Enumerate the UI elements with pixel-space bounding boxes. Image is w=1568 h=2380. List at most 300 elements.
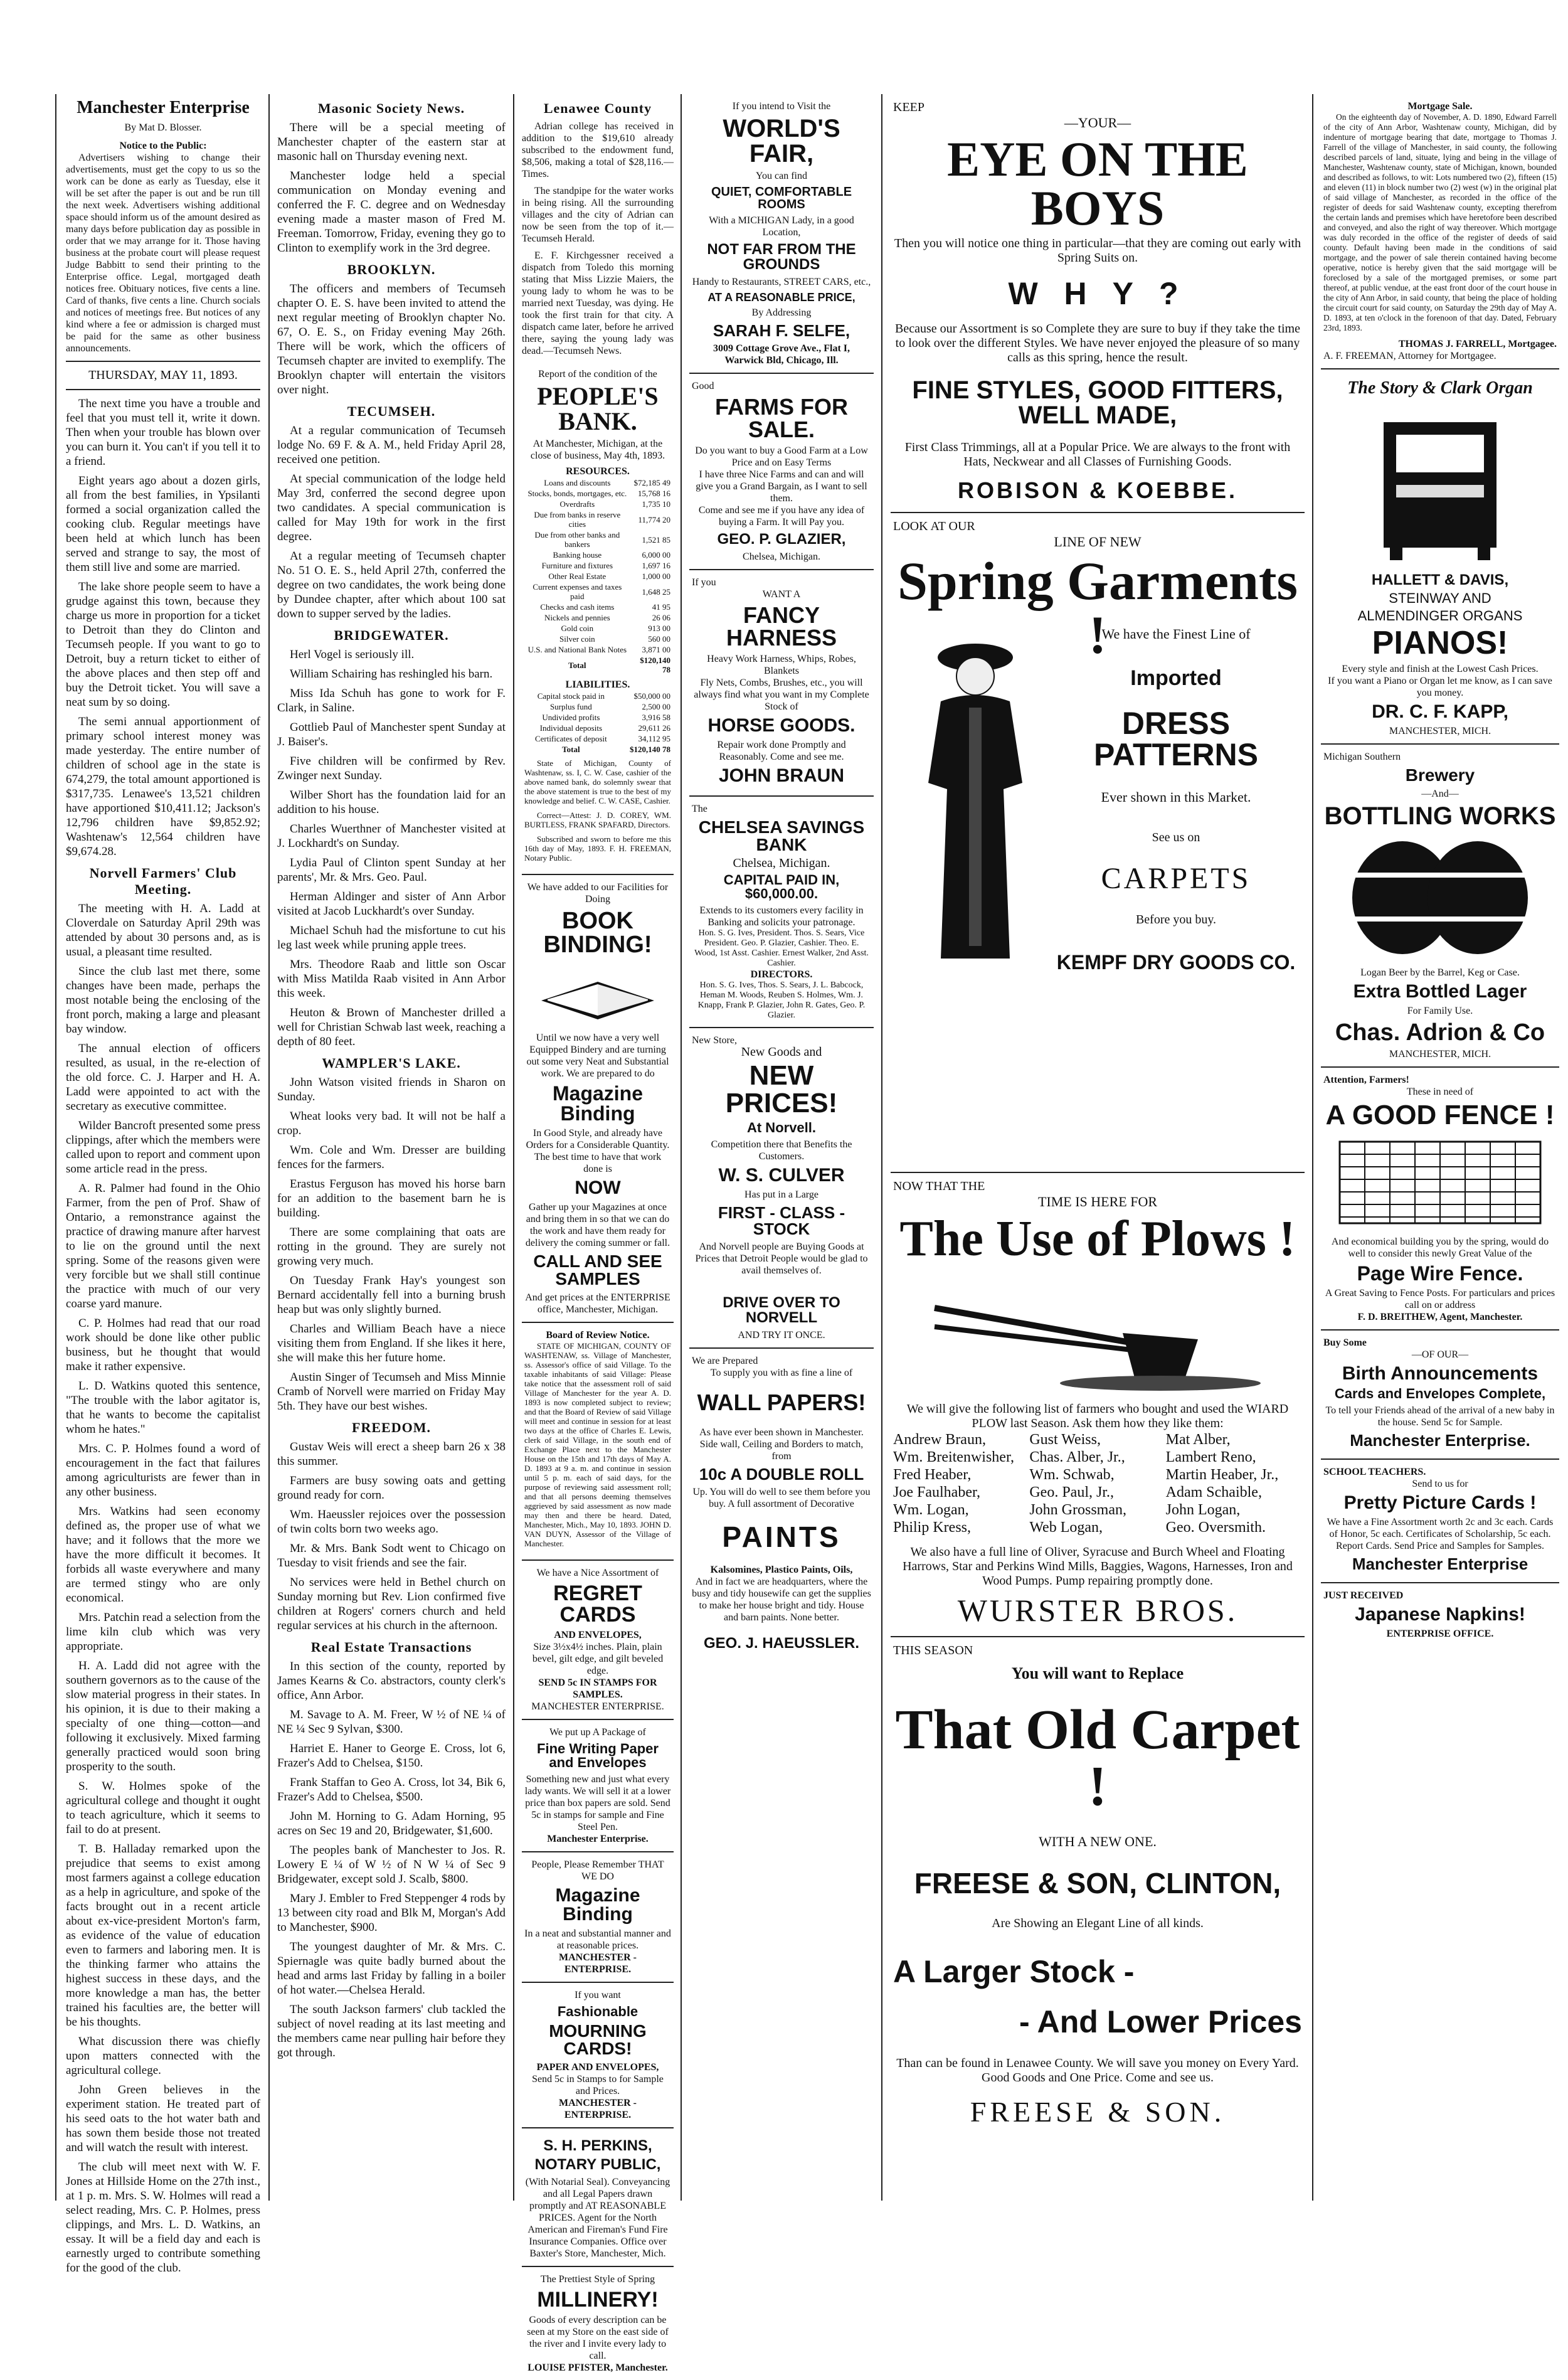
ad-text: AND TRY IT ONCE. — [738, 1330, 825, 1341]
ad-headline: NOW — [575, 1177, 621, 1198]
ad-text: If you want a Piano or Organ let me know, as I can save you money. — [1328, 676, 1552, 698]
ad-headline: ALMENDINGER ORGANS — [1357, 608, 1523, 624]
ad-headline: Extra Bottled Lager — [1353, 981, 1527, 1002]
farmer-name: John Logan, — [1165, 1502, 1241, 1518]
ad-headline: NEW PRICES! — [725, 1060, 838, 1118]
ad-headline: BOOK BINDING! — [543, 908, 652, 958]
paragraph: There will be a special meeting of Manchester chapter of the eastern star at masonic hall on Thursday evening next. — [277, 121, 506, 163]
paragraph: Mrs. C. P. Holmes found a word of encouragement in the fact that failures among agriculturists are fewer than in any other business. — [66, 1442, 260, 1499]
ad-sub: —YOUR— — [1064, 115, 1131, 130]
column-4 — [683, 94, 880, 2213]
table-cell: 1,735 10 — [642, 499, 670, 509]
ad-headline: That Old Carpet ! — [895, 1699, 1300, 1817]
farmer-name: Wm. Breitenwisher, — [893, 1449, 1014, 1465]
table-row — [524, 712, 671, 723]
ad-text: And get prices at the ENTERPRISE office, Manchester, Michigan. — [525, 1292, 670, 1315]
notice-text: A. F. FREEMAN, Attorney for Mortgagee. — [1323, 351, 1496, 361]
paragraph: Adrian college has received in addition to the $19,610 already subscribed to the endowment fund, $8,506, making a total of $28,116.—Times. — [522, 121, 674, 179]
ad-headline: WORLD'S FAIR, — [723, 115, 840, 167]
ad-head: JUST RECEIVED — [1323, 1590, 1404, 1601]
paragraph: The peoples bank of Manchester to Jos. R. Lowery E ¼ of W ½ of N W ¼ of Sec 9 Bridgewater, except sold J. Scalb, $800. — [277, 1844, 506, 1886]
resources-table — [524, 477, 671, 675]
ad-text: In Good Style, and already have Orders for a Considerable Quantity. The best time to have that work done is — [526, 1128, 670, 1174]
table-row — [524, 602, 671, 612]
table-cell: $72,185 49 — [633, 478, 670, 487]
ad-text: New Goods and — [741, 1045, 822, 1059]
table-cell: 2,500 00 — [642, 702, 670, 711]
paragraph: The club will meet next with W. F. Jones at Hillside Home on the 27th inst., at 1 p. m. Mrs. S. W. Holmes will read a select reading, Mrs. C. P. Holmes, press clippings, and Mrs. L. D. Watkins, an essay. It will be a field day and each is earnestly urged to contribute something for the good of the club. — [66, 2160, 260, 2275]
bank-report-head: Report of the condition of the — [538, 369, 657, 380]
table-cell: 26 06 — [652, 613, 670, 622]
ad-headline: Birth Announcements — [1342, 1363, 1539, 1384]
ad-headline: MILLINERY! — [537, 2288, 659, 2312]
paragraph: Manchester lodge held a special communication on Monday evening and conferred the F. C. degree and on Wednesday evening made a master mason of Fred M. Freeman. Tomorrow, Friday, evening they go to Clinton to exemplify work in the 3rd degree. — [277, 169, 506, 255]
writing-paper-ad — [522, 1720, 674, 1852]
ad-text: Logan Beer by the Barrel, Keg or Case. — [1360, 967, 1520, 978]
paragraph: John M. Horning to G. Adam Horning, 95 acres on Sec 19 and 20, Bridgewater, $1,600. — [277, 1810, 506, 1837]
ad-text: LOUISE PFISTER, Manchester. — [527, 2362, 668, 2373]
table-cell: 41 95 — [652, 602, 670, 612]
ad-head: LOOK AT OUR — [893, 519, 975, 533]
column-2 — [271, 94, 512, 2213]
paragraph: The standpipe for the water works in being rising. All the surrounding villages and the city of Adrian can now be seen from the top of it.—Tecumseh Herald. — [522, 186, 674, 244]
ad-headline: NOTARY PUBLIC, — [534, 2156, 661, 2173]
column-rule — [55, 94, 56, 2201]
notice-title: Mortgage Sale. — [1407, 101, 1473, 112]
ad-head: People, Please Remember THAT WE DO — [531, 1859, 664, 1882]
ad-headline: DR. C. F. KAPP, — [1372, 701, 1508, 722]
ad-headline: JOHN BRAUN — [718, 765, 844, 786]
woman-illustration — [903, 620, 1047, 971]
paragraph: A. R. Palmer had found in the Ohio Farmer, from the pen of Prof. Shaw of Ontario, a remonstrance against the practice of drawing manure after harvest to lie on the ground until the next spring. Some of the reasons given were very forcible but we shall still continue the practice with much of our very coarse yard manure. — [66, 1182, 260, 1310]
napkins-ad — [1321, 1583, 1559, 1646]
ad-head: SCHOOL TEACHERS. — [1323, 1467, 1426, 1477]
liabilities-table — [524, 691, 671, 755]
ad-headline: Japanese Napkins! — [1355, 1604, 1525, 1625]
ad-text: Before you buy. — [1135, 913, 1217, 927]
column-6 — [1315, 94, 1565, 2213]
paragraph: Charles Wuerthner of Manchester visited at J. Lockhardt's on Sunday. — [277, 822, 506, 850]
farmer-name: Joe Faulhaber, — [893, 1484, 980, 1501]
column-rule — [881, 94, 882, 2201]
ad-text: MANCHESTER - ENTERPRISE. — [558, 2098, 637, 2120]
perkins-notary-ad — [522, 2128, 674, 2267]
table-row — [524, 509, 671, 529]
ad-text: Goods of every description can be seen at my Store on the east side of the river and I invite every lady to call. — [527, 2315, 669, 2361]
paragraph: Gottlieb Paul of Manchester spent Sunday at J. Baiser's. — [277, 721, 506, 748]
divider — [66, 361, 260, 362]
ad-headline: AT A REASONABLE PRICE, — [707, 291, 856, 304]
harness-ad — [689, 570, 874, 797]
table-cell: Stocks, bonds, mortgages, etc. — [527, 489, 627, 498]
paragraph: Mrs. Watkins had seen economy defined as, the proper use of what we have; and it follows that the more we have the more difficult it becomes. It forbids all waste everywhere and many are termed stingy who are only economical. — [66, 1505, 260, 1605]
ad-head: The — [692, 804, 707, 814]
paragraph: Lydia Paul of Clinton spent Sunday at her parents', Mr. & Mrs. Geo. Paul. — [277, 856, 506, 884]
section-title: BROOKLYN. — [347, 262, 436, 277]
table-cell: 15,768 16 — [638, 489, 670, 498]
ad-text: Size 3½x4½ inches. Plain, plain bevel, gilt edge, and gilt beveled edge. — [532, 1642, 664, 1676]
table-cell: Gold coin — [561, 624, 594, 633]
paragraph: Charles and William Beach have a niece visiting them from England. If she likes it here, she will make this her future home. — [277, 1322, 506, 1364]
old-carpet-ad — [891, 1637, 1305, 2137]
ad-text: To tell your Friends ahead of the arrival of a new baby in the house. Send 5c for Sample. — [1325, 1405, 1555, 1428]
ad-text: Kalsomines, Plastico Paints, Oils, — [710, 1565, 853, 1575]
section-title: TECUMSEH. — [347, 403, 436, 419]
table-cell: Banking house — [553, 550, 602, 560]
ad-text: 3009 Cottage Grove Ave., Flat I, — [712, 343, 850, 354]
section-title: WAMPLER'S LAKE. — [322, 1055, 461, 1071]
ad-text: Heavy Work Harness, Whips, Robes, Blankets — [707, 654, 856, 676]
ad-headline: SARAH F. SELFE, — [712, 321, 850, 340]
ad-text: WANT A — [762, 589, 801, 600]
table-row — [524, 623, 671, 634]
paragraph: There are some complaining that oats are rotting in the ground. They are surely not growing very much. — [277, 1226, 506, 1268]
brewery-ad — [1321, 745, 1559, 1068]
ad-headline: STEINWAY AND — [1389, 590, 1491, 606]
farmer-name: Lambert Reno, — [1165, 1449, 1256, 1465]
ad-headline: NOT FAR FROM THE GROUNDS — [707, 241, 856, 273]
paragraph: Wheat looks very bad. It will not be half a crop. — [277, 1110, 506, 1137]
ad-text: Handy to Restaurants, STREET CARS, etc., — [692, 277, 871, 287]
ad-headline: DRIVE OVER TO NORVELL — [723, 1294, 840, 1326]
ad-text: Send to us for — [1412, 1479, 1468, 1489]
ad-head: KEEP — [893, 100, 924, 114]
ad-head: We are Prepared — [692, 1356, 758, 1366]
table-row — [524, 499, 671, 509]
ad-sub: AND ENVELOPES, — [554, 1630, 642, 1640]
farmer-name: Fred Heaber, — [893, 1467, 972, 1483]
paragraph: S. W. Holmes spoke of the agricultural college and thought it ought to teach agriculture, which it seems to fail to do at present. — [66, 1780, 260, 1836]
paragraph: The semi annual apportionment of primary school interest money was made yesterday. The entire number of children of school age in the state is 674,279, the total amount apportioned is $317,735. Lenawee's 13,521 children have apportioned $10,411.12; Jackson's 12,796 children have $9,852.92; Washtenaw's 12,564 children have $9,674.28. — [66, 715, 260, 858]
ad-text: You will want to Replace — [1011, 1664, 1184, 1682]
table-row — [524, 634, 671, 644]
ad-headline: WALL PAPERS! — [697, 1389, 866, 1415]
table-cell: Total — [562, 745, 580, 754]
ad-headline: W H Y ? — [1008, 276, 1187, 311]
bank-sworn: Subscribed and sworn to before me this 16th day of May, 1893. F. H. FREEMAN, Notary Public. — [524, 834, 671, 863]
section-title: Norvell Farmers' Club Meeting. — [89, 865, 237, 897]
table-cell: Certificates of deposit — [534, 734, 607, 743]
paragraph: E. F. Kirchgessner received a dispatch from Toledo this morning stating that Miss Lizzie Maiers, the young lady to whom he was to be married next Tuesday, was dying. He took the first train for that city. A dispatch came later, before he arrived there, saying the young lady was dead.—Tecumseh News. — [522, 250, 674, 356]
bank-correct: Correct—Attest: J. D. COREY, WM. BURTLESS, FRANK SPAFARD, Directors. — [524, 810, 671, 829]
ad-headline: Pretty Picture Cards ! — [1343, 1492, 1537, 1513]
magazine-binding-ad — [522, 1852, 674, 1983]
ad-headline: - And Lower Prices — [1019, 2004, 1302, 2039]
ad-text: Competition there that Benefits the Customers. — [711, 1139, 852, 1162]
table-cell: Loans and discounts — [544, 478, 611, 487]
table-row — [524, 644, 671, 655]
ad-text: —OF OUR— — [1411, 1349, 1469, 1360]
ad-headline: CALL AND SEE SAMPLES — [533, 1251, 662, 1288]
farmer-name: Wm. Logan, — [893, 1502, 969, 1518]
bank-oath: State of Michigan, County of Washtenaw, ss. I, C. W. Case, cashier of the above named bank, do solemnly swear that the above statement is true to the best of my knowledge and belief. C. W. CASE, Cashier. — [524, 758, 671, 805]
farmer-list — [893, 1431, 1302, 1536]
birth-announcements-ad — [1321, 1331, 1559, 1460]
paragraph: M. Savage to A. M. Freer, W ½ of NE ¼ of NE ¼ Sec 9 Sylvan, $300. — [277, 1708, 506, 1736]
ad-headline: KEMPF DRY GOODS CO. — [1056, 951, 1296, 974]
ad-headline: Magazine Binding — [552, 1082, 644, 1125]
ad-text: MANCHESTER, MICH. — [1389, 726, 1491, 736]
regret-cards-ad — [522, 1561, 674, 1720]
paragraph: No services were held in Bethel church on Sunday morning but Rev. Lion confirmed five children at Rogers' corners church and held regular services at his church in the afternoon. — [277, 1576, 506, 1632]
column-rule — [1312, 94, 1313, 2201]
ad-headline: Page Wire Fence. — [1357, 1262, 1523, 1285]
ad-headline: MOURNING CARDS! — [549, 2021, 647, 2058]
paragraph: The meeting with H. A. Ladd at Cloverdale on Saturday April 29th was attended by about 30 persons and, as is usual, a pleasant time resulted. — [66, 902, 260, 959]
farmer-name: Chas. Alber, Jr., — [1029, 1449, 1125, 1465]
ad-headline: FINE STYLES, GOOD FITTERS, WELL MADE, — [912, 376, 1283, 429]
ad-head: The Prettiest Style of Spring — [540, 2274, 655, 2285]
issue-date: THURSDAY, MAY 11, 1893. — [88, 368, 238, 382]
table-cell: 3,871 00 — [642, 645, 670, 654]
organ-ad — [1321, 369, 1559, 745]
ad-text: Come and see me if you have any idea of buying a Farm. It will Pay you. — [698, 505, 865, 528]
ad-headline: Chas. Adrion & Co — [1335, 1019, 1545, 1046]
fence-ad — [1321, 1068, 1559, 1331]
ad-headline: S. H. PERKINS, — [543, 2137, 652, 2154]
table-cell: Due from banks in reserve cities — [534, 510, 621, 529]
ad-text: Are Showing an Elegant Line of all kinds. — [992, 1916, 1204, 1930]
table-cell: 1,000 00 — [642, 571, 670, 581]
ad-text: Repair work done Promptly and Reasonably. Come and see me. — [717, 740, 846, 762]
ad-head: We have a Nice Assortment of — [536, 1568, 659, 1578]
ad-headline: At Norvell. — [746, 1120, 817, 1135]
ad-head: Attention, Farmers! — [1323, 1075, 1409, 1085]
table-cell: 1,697 16 — [642, 561, 670, 570]
fence-illustration — [1333, 1135, 1547, 1230]
book-binding-ad — [522, 875, 674, 1323]
paragraph: John Green believes in the experiment station. He treated part of his seed oats to the hot water bath and has sown them beside those not treated and will watch the result with interest. — [66, 2083, 260, 2154]
liabilities-title: LIABILITIES. — [565, 679, 630, 690]
ad-headline: HORSE GOODS. — [707, 715, 856, 736]
section-title: FREEDOM. — [352, 1420, 431, 1435]
table-cell: $120,140 78 — [630, 745, 670, 754]
table-cell: Silver coin — [559, 634, 595, 644]
ad-headline: DRESS PATTERNS — [1093, 706, 1259, 772]
ad-text: Then you will notice one thing in particular—that they are coming out early with Spring Suits on. — [894, 236, 1301, 265]
ad-text: WITH A NEW ONE. — [1039, 1834, 1157, 1849]
paragraph: At a regular communication of Tecumseh lodge No. 69 F. & A. M., held Friday April 28, received one petition. — [277, 424, 506, 466]
norvell-store-ad — [689, 1028, 874, 1349]
paragraph: Wm. Haeussler rejoices over the possession of twin colts born two weeks ago. — [277, 1508, 506, 1536]
paragraph: T. B. Halladay remarked upon the prejudice that seems to exist among most farmers against a college education as a help in agriculture, and spoke of the facts brought out in a recent article about ex-vice-president Morton's farm, as evidence of the value of education even to farmers and laboring men. It is the thinking farmer who attains the highest success in these days, and the more knowledge a man has, the better trained his faculties are, the better will be his thoughts. — [66, 1842, 260, 2029]
paragraph: Frank Staffan to Geo A. Cross, lot 34, Bik 6, Frazer's Add to Chelsea, $500. — [277, 1776, 506, 1804]
masthead: Manchester Enterprise — [77, 98, 250, 117]
ad-headline: A Larger Stock - — [893, 1954, 1135, 1989]
farmer-name: Martin Heaber, Jr., — [1165, 1467, 1279, 1483]
ad-headline: Imported — [1130, 666, 1222, 690]
millinery-ad — [522, 2267, 674, 2380]
ad-text: Manchester Enterprise. — [547, 1834, 649, 1844]
ad-headline: FANCY HARNESS — [726, 602, 837, 651]
column-1 — [60, 94, 267, 2275]
ad-headline: Magazine Binding — [555, 1885, 640, 1925]
ad-head: NOW THAT THE — [893, 1179, 985, 1193]
table-cell: 913 00 — [648, 624, 670, 633]
farms-for-sale-ad — [689, 374, 874, 570]
table-cell: $120,140 78 — [640, 656, 670, 674]
ad-text: A Great Saving to Fence Posts. For particulars and prices call on or address — [1325, 1288, 1555, 1310]
ad-text: These in need of — [1406, 1086, 1474, 1097]
ad-headline: Manchester Enterprise — [1352, 1554, 1528, 1573]
section-title: Real Estate Transactions — [310, 1639, 472, 1655]
paragraph: Since the club last met there, some changes have been made, perhaps the most notable being the enclosing of the front porch, making a large and pleasant bay window. — [66, 965, 260, 1036]
ad-text: Chelsea, Michigan. — [743, 551, 820, 562]
notice-title: Board of Review Notice. — [546, 1330, 650, 1341]
table-cell: Nickels and pennies — [544, 613, 610, 622]
ad-head: If you intend to Visit the — [732, 101, 831, 112]
ad-text: —And— — [1421, 789, 1459, 799]
paragraph: Herl Vogel is seriously ill. — [290, 648, 415, 661]
ad-text: Warwick Bld, Chicago, Ill. — [724, 355, 839, 366]
ad-text: In a neat and substantial manner and at reasonable prices. — [524, 1928, 671, 1951]
ad-text: F. D. BREITHEW, Agent, Manchester. — [1357, 1312, 1523, 1322]
table-row — [524, 655, 671, 675]
ad-text: Every style and finish at the Lowest Cash Prices. — [1342, 664, 1539, 674]
paragraph: The officers and members of Tecumseh chapter O. E. S. have been invited to attend the next regular meeting of Brooklyn chapter No. 67, O. E. S., on Friday evening May 26th. There will be work, which the officers of Tecumseh chapter are invited to exemplify. The Brooklyn chapter will entertain the visitors over night. — [277, 282, 506, 396]
ad-head: If you want — [575, 1990, 621, 2000]
table-cell: Undivided profits — [542, 713, 600, 722]
paragraph: The next time you have a trouble and feel that you must tell it, write it down. Then when your trouble has blown over you can burn it. You can't if you tell it to a friend. — [66, 397, 260, 468]
ad-head: Buy Some — [1323, 1337, 1367, 1348]
ad-headline: A GOOD FENCE ! — [1325, 1100, 1555, 1130]
ad-text: Up. You will do well to see them before you buy. A full assortment of Decorative — [692, 1487, 871, 1509]
ad-text: I have three Nice Farms and can and will give you a Grand Bargain, as I want to sell them. — [696, 469, 867, 504]
board-of-review-notice — [522, 1323, 674, 1561]
section-title: BRIDGEWATER. — [334, 627, 449, 643]
ad-head: We have added to our Facilities for Doing — [527, 882, 669, 905]
paragraph: In this section of the county, reported by James Kearns & Co. abstractors, county clerk's office, Ann Arbor. — [277, 1660, 506, 1702]
table-cell: Capital stock paid in — [537, 691, 605, 701]
ad-text: First Class Trimmings, all at a Popular Price. We are always to the front with Hats, Neckwear and all Classes of Furnishing Goods. — [904, 440, 1291, 469]
paragraph: The youngest daughter of Mr. & Mrs. C. Spiernagle was quite badly burned about the head and arms last Friday by falling in a boiler of hot water.—Chelsea Herald. — [277, 1940, 506, 1997]
paragraph: Mrs. Patchin read a selection from the lime kiln club which was very appropriate. — [66, 1611, 260, 1653]
notice-text: THOMAS J. FARRELL, Mortgagee. — [1398, 339, 1557, 349]
table-cell: U.S. and National Bank Notes — [527, 645, 627, 654]
chelsea-savings-bank-ad — [689, 797, 874, 1028]
ad-sub: LINE OF NEW — [1054, 534, 1142, 550]
ad-text: (With Notarial Seal). Conveyancing and all Legal Papers drawn promptly and AT REASONABLE PRICES. Agent for the North American and Fireman's Fund Fire Insurance Companies. Office over Baxter's Store, Manchester, Mich. — [525, 2177, 670, 2259]
ad-text: For Family Use. — [1407, 1006, 1473, 1016]
column-5 — [884, 94, 1311, 2213]
ad-headline: CHELSEA SAVINGS BANK — [698, 817, 865, 854]
ad-text: We have the Finest Line of — [1101, 626, 1251, 642]
paragraph: Miss Ida Schuh has gone to work for F. Clark, in Saline. — [277, 687, 506, 715]
paragraph: Wilder Bancroft presented some press clippings, after which the members were called upon to report and comment upon some article read in the press. — [66, 1119, 260, 1176]
ad-text: Do you want to buy a Good Farm at a Low Price and on Easy Terms — [695, 445, 868, 468]
ad-head: Good — [692, 381, 714, 391]
ad-headline: 10c A DOUBLE ROLL — [699, 1465, 864, 1484]
table-cell: 3,916 58 — [642, 713, 670, 722]
paragraph: Mary J. Embler to Fred Steppenger 4 rods by 13 between city road and Blk M, Morgan's Add to Manchester, $900. — [277, 1892, 506, 1934]
ad-head: We put up A Package of — [549, 1727, 646, 1738]
ad-text: Until we now have a very well Equipped Bindery and are turning out some very Neat and Substantial work. We are prepared to do — [526, 1033, 669, 1079]
paragraph: Gustav Weis will erect a sheep barn 26 x 38 this summer. — [277, 1440, 506, 1468]
paragraph: John Watson visited friends in Sharon on Sunday. — [277, 1076, 506, 1103]
table-cell: Total — [568, 660, 586, 670]
wall-papers-ad — [689, 1349, 874, 1661]
ad-headline: Spring Garments ! — [898, 551, 1298, 665]
paragraph: Austin Singer of Tecumseh and Miss Minnie Cramb of Norvell were married on Friday May 5th. They have our best wishes. — [277, 1371, 506, 1413]
table-row — [524, 488, 671, 499]
paragraph: On Tuesday Frank Hay's youngest son Bernard accidentally fell into a burning brush heap but was only slightly burned. — [277, 1274, 506, 1316]
paragraph: Mr. & Mrs. Bank Sodt went to Chicago on Tuesday to visit friends and see the fair. — [277, 1542, 506, 1570]
mourning-cards-ad — [522, 1983, 674, 2128]
paragraph: Five children will be confirmed by Rev. Zwinger next Sunday. — [277, 755, 506, 782]
ad-head: New Store, — [692, 1035, 737, 1046]
eye-on-boys-ad — [891, 94, 1305, 513]
farmer-name: Web Logan, — [1029, 1519, 1103, 1536]
mortgage-sale-notice — [1321, 94, 1559, 369]
ad-headline: GEO. J. HAEUSSLER. — [703, 1635, 860, 1652]
ad-headline: QUIET, COMFORTABLE ROOMS — [711, 185, 852, 211]
ad-text: Gather up your Magazines at once and bring them in so that we can do the work and have them ready for delivery the coming summer or fall. — [525, 1202, 670, 1248]
ad-headline: The Story & Clark Organ — [1347, 378, 1533, 398]
ad-headline: The Use of Plows ! — [899, 1211, 1296, 1267]
notice-title: Notice to the Public: — [119, 141, 207, 151]
ad-headline: W. S. CULVER — [718, 1165, 845, 1186]
paragraph: H. A. Ladd did not agree with the southern governors as to the cause of the slow material progress in their states. In his opinion, it is due to their making a specialty of one thing—cotton—and following it exclusively. Mixed farming generally practiced would soon bring prosperity to the south. — [66, 1659, 260, 1773]
table-row — [524, 477, 671, 488]
paragraph: William Schairing has reshingled his barn. — [290, 667, 493, 681]
ad-sub: TIME IS HERE FOR — [1037, 1194, 1158, 1209]
paragraph: L. D. Watkins quoted this sentence, "The trouble with the labor agitator is, that he wants to become the capitalist whom he hates." — [66, 1379, 260, 1436]
ad-headline: HALLETT & DAVIS, — [1371, 571, 1509, 588]
ad-headline: FIRST - CLASS - STOCK — [718, 1203, 845, 1238]
ad-head: THIS SEASON — [893, 1644, 973, 1657]
paragraph: Wm. Cole and Wm. Dresser are building fences for the farmers. — [277, 1144, 506, 1171]
ad-text: With a MICHIGAN Lady, in a good Location, — [709, 215, 854, 238]
plows-ad — [891, 1173, 1305, 1637]
ad-headline: FREESE & SON, CLINTON, — [914, 1867, 1281, 1899]
paragraph: C. P. Holmes had read that our road work should be done like other public business, but he thought that would make it rather expensive. — [66, 1317, 260, 1373]
table-cell: Individual deposits — [539, 723, 602, 733]
ad-text: To supply you with as fine a line of — [710, 1368, 853, 1378]
picture-cards-ad — [1321, 1460, 1559, 1583]
book-icon — [535, 963, 660, 1026]
table-cell: 1,521 85 — [642, 534, 670, 545]
ad-text: Chelsea, Michigan. — [733, 856, 830, 870]
ad-text: You can find — [756, 171, 807, 181]
farmer-name: Gust Weiss, — [1029, 1432, 1101, 1448]
farmer-name: Adam Schaible, — [1165, 1484, 1262, 1501]
paragraph: Wilber Short has the foundation laid for an addition to his house. — [277, 789, 506, 816]
ad-head: If you — [692, 577, 716, 588]
column-rule — [681, 94, 682, 2201]
table-cell: Other Real Estate — [548, 571, 607, 581]
ad-text: See us on — [1152, 831, 1200, 844]
table-row — [524, 744, 671, 755]
farmer-name: Mat Alber, — [1165, 1432, 1231, 1448]
ad-text: We will give the following list of farmers who bought and used the WIARD PLOW last Season. Ask them how they like them: — [906, 1402, 1289, 1430]
ad-headline: ROBISON & KOEBBE. — [957, 477, 1238, 503]
notice-text: On the eighteenth day of November, A. D. 1890, Edward Farrell of the city of Ann Arbor, Washtenaw county, Michigan, did by indenture of mortgage bearing that date, mortgage to Thomas J. Farrell of the village of Manchester, in said county, the following described parcels of land, situate, lying and being in the village of Manchester, Washtenaw county, state of Michigan, known, bounded and described as follows, to wit: Lots numbered two (2), fifteen (15) and eleven (11) in block number two (2) west (w) in the original plat of said village of Manchester, as recorded in the office of the register of deeds for said Washtenaw county, excepting therefrom the certain lands and premises which have heretofore been described and conveyed, and also the right of way thereover. Which mortgage was duly recorded in the office of the register of deeds of said county. Default having been made in the conditions of said mortgage, and the power of sale therein contained having become operative, notice is hereby given that the said mortgage will be foreclosed by a sale of the mortgaged premises, or some part thereof, at public vendue, at the east front door of the court house in the city of Ann Arbor, in said county, that being the place of holding the circuit court for said county, on Saturday the 29th day of May A. D. 1893, at ten o'clock in the forenoon of that day. Dated, February 23rd, 1893. — [1323, 112, 1557, 332]
ad-text: SEND 5c IN STAMPS FOR SAMPLES. — [538, 1677, 657, 1700]
ad-headline: REGRET CARDS — [553, 1581, 642, 1627]
table-row — [524, 560, 671, 571]
paragraph: Mrs. Theodore Raab and little son Oscar with Miss Matilda Raab visited in Ann Arbor this week. — [277, 958, 506, 1000]
paragraph: Erastus Ferguson has moved his horse barn for an addition to the basement barn he is building. — [277, 1177, 506, 1219]
farmer-name: Geo. Oversmith. — [1165, 1519, 1266, 1536]
spring-garments-ad — [891, 513, 1305, 1173]
ad-text: Fly Nets, Combs, Brushes, etc., you will always find what you want in my Complete Stock of — [694, 677, 869, 712]
section-title: Masonic Society News. — [317, 100, 465, 116]
table-cell: Furniture and fixtures — [541, 561, 613, 570]
table-row — [524, 571, 671, 582]
ad-text: And in fact we are headquarters, where the busy and tidy housewife can get the supplies to make her house bright and tidy. House and barn paints. None better. — [692, 1576, 871, 1623]
table-cell: Current expenses and taxes paid — [532, 582, 622, 601]
farmer-name: Andrew Braun, — [893, 1432, 986, 1448]
